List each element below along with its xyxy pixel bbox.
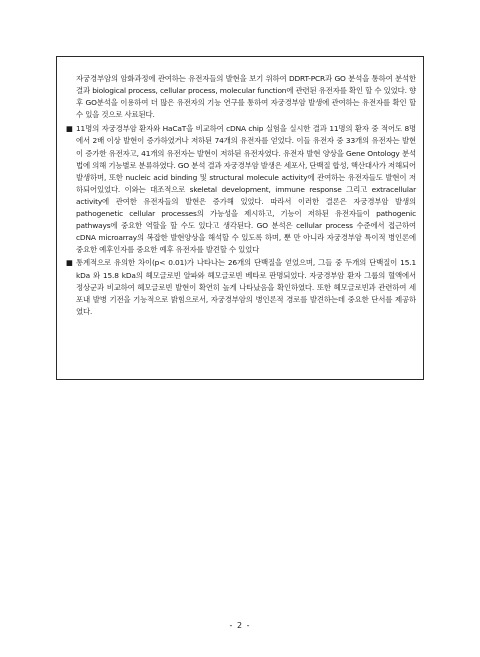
page-number: - 2 - [229,621,251,630]
square-bullet-icon: ■ [66,258,73,268]
summary-box [56,56,424,380]
bullet-text: 통계적으로 유의한 차이(p< 0.01)가 나타나는 26개의 단백질을 얻었으며, 그들 중 두개의 단백질이 15.1 kDa 와 15.8 kDa의 헤모글로빈 알파와 헤모글로빈 베타로 판명되었다. 자궁경부암 환자 그룹의 혈액에서 정상군과 비교하여 헤모글로빈 발현이 확연히 높게 나타났음을 확인하였다. 또한 헤모글로빈과 관련하여 세포내 발병 기전을 기능적으로 밝힘으로서, 자궁경부암의 병인론적 경로를 발견하는데 중요한 단서를 제공하였다. [76,258,416,316]
bullet-item [66,123,416,256]
square-bullet-icon: ■ [66,124,73,134]
summary-paragraph: 자궁경부암의 암화과정에 관여하는 유전자들의 발현을 보기 위하여 DDRT-PCR과 GO 분석을 통하여 분석한 결과 biological process, cellular process, molecular function에 관련된 유전자를 확인 할 수 있었다. 향후 GO분석을 이용하여 더 많은 유전자의 기능 연구를 통하여 자궁경부암 발생에 관여하는 유전자를 확인 할 수 있을 것으로 사료된다. [76,74,416,120]
bullet-item [66,257,416,317]
bullet-text: 11명의 자궁경부암 환자와 HaCaT을 비교하여 cDNA chip 실험을 실시한 결과 11명의 환자 중 적어도 8명에서 2배 이상 발현이 증가하였거나 저하된 74개의 유전자를 얻었다. 이들 유전자 중 33개의 유전자는 발현이 증가한 유전자고, 41개의 유전자는 발현이 저하된 유전자였다. 유전자 발현 양상을 Gene Ontology 분석법에 의해 기능별로 분류하였다. GO 분석 결과 자궁경부암 발생은 세포사, 단백질 합성, 핵산대사가 저해되어 발생하며, 또한 nucleic acid binding 및 structural molecule activity에 관여하는 유전자들도 발현이 저하되어있었다. 이와는 대조적으로 skeletal development, immune response 그리고 extracellular activity에 관여한 유전자들의 발현은 증가해 있었다. 따라서 이러한 결론은 자궁경부암 발생의 pathogenetic cellular processes의 가능성을 제시하고, 기능이 저하된 유전자들이 pathogenic pathways에 중요한 역할을 할 수도 있다고 생각된다. GO 분석은 cellular process 수준에서 접근하여 cDNA microarray의 복잡한 발현양상을 해석할 수 있도록 하며, 뿐 만 아니라 자궁경부암 특이적 병인론에 중요한 예후인자를 중요한 예후 유전자를 발견할 수 있었다 [76,124,416,255]
